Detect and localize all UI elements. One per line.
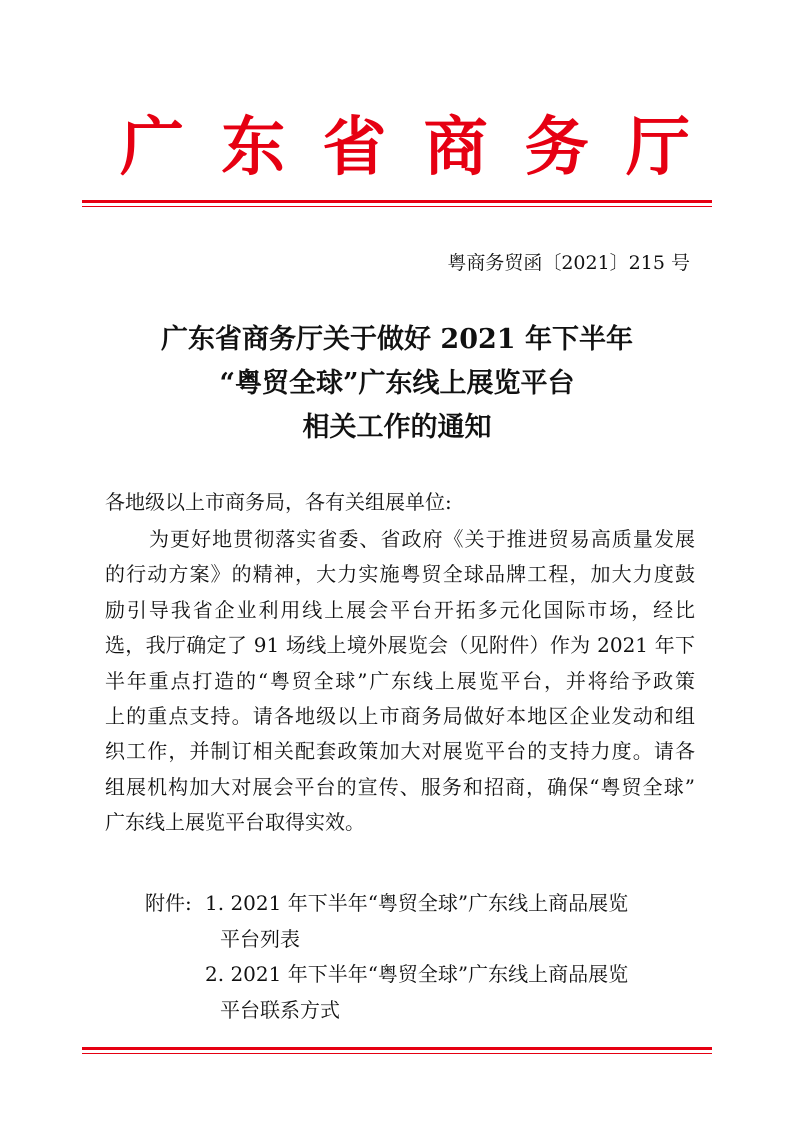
letterhead-char: 务 — [524, 110, 589, 185]
title-line-2: “粤贸全球”广东线上展览平台 — [219, 368, 575, 399]
body-line: 织工作，并制订相关配套政策加大对展览平台的支持力度。请各 — [105, 739, 695, 764]
letterhead-char: 商 — [423, 110, 488, 185]
title-line-3: 相关工作的通知 — [302, 412, 492, 443]
attachments-label: 附件: — [145, 891, 192, 915]
letterhead-char: 东 — [221, 110, 286, 185]
letterhead-char: 广 — [120, 110, 184, 185]
letterhead-char: 厅 — [625, 110, 690, 185]
attachments-list — [145, 886, 628, 1028]
document-title — [0, 318, 794, 450]
letterhead-title — [80, 108, 720, 188]
header-rule-thin — [82, 206, 712, 207]
attachment-item-1: 1. 2021 年下半年“粤贸全球”广东线上商品展览 — [205, 891, 629, 915]
attachment-item-2-cont: 平台联系方式 — [220, 997, 340, 1022]
header-rule-thick — [82, 200, 712, 203]
letterhead-char: 省 — [322, 110, 387, 185]
footer-rule-thick — [82, 1047, 712, 1050]
body-line: 广东线上展览平台取得实效。 — [105, 810, 365, 835]
body-line: 励引导我省企业利用线上展会平台开拓多元化国际市场，经比 — [105, 597, 695, 622]
document-number: 粤商务贸函〔2021〕215 号 — [447, 252, 690, 274]
body-line: 上的重点支持。请各地级以上市商务局做好本地区企业发动和组 — [105, 703, 695, 728]
attachment-item-1-cont: 平台列表 — [220, 926, 300, 951]
body-line: 半年重点打造的“粤贸全球”广东线上展览平台，并将给予政策 — [105, 668, 695, 693]
body-paragraph — [105, 522, 695, 841]
salutation: 各地级以上市商务局，各有关组展单位: — [105, 490, 452, 514]
attachment-item-2: 2. 2021 年下半年“粤贸全球”广东线上商品展览 — [205, 962, 629, 987]
body-line: 组展机构加大对展会平台的宣传、服务和招商，确保“粤贸全球” — [105, 774, 695, 799]
body-line: 选，我厅确定了 91 场线上境外展览会（见附件）作为 2021 年下 — [105, 633, 695, 658]
body-line: 为更好地贯彻落实省委、省政府《关于推进贸易高质量发展 — [149, 527, 695, 551]
title-line-1: 广东省商务厅关于做好 2021 年下半年 — [161, 324, 633, 355]
footer-rule-thin — [82, 1053, 712, 1054]
body-line: 的行动方案》的精神，大力实施粤贸全球品牌工程，加大力度鼓 — [105, 562, 695, 587]
